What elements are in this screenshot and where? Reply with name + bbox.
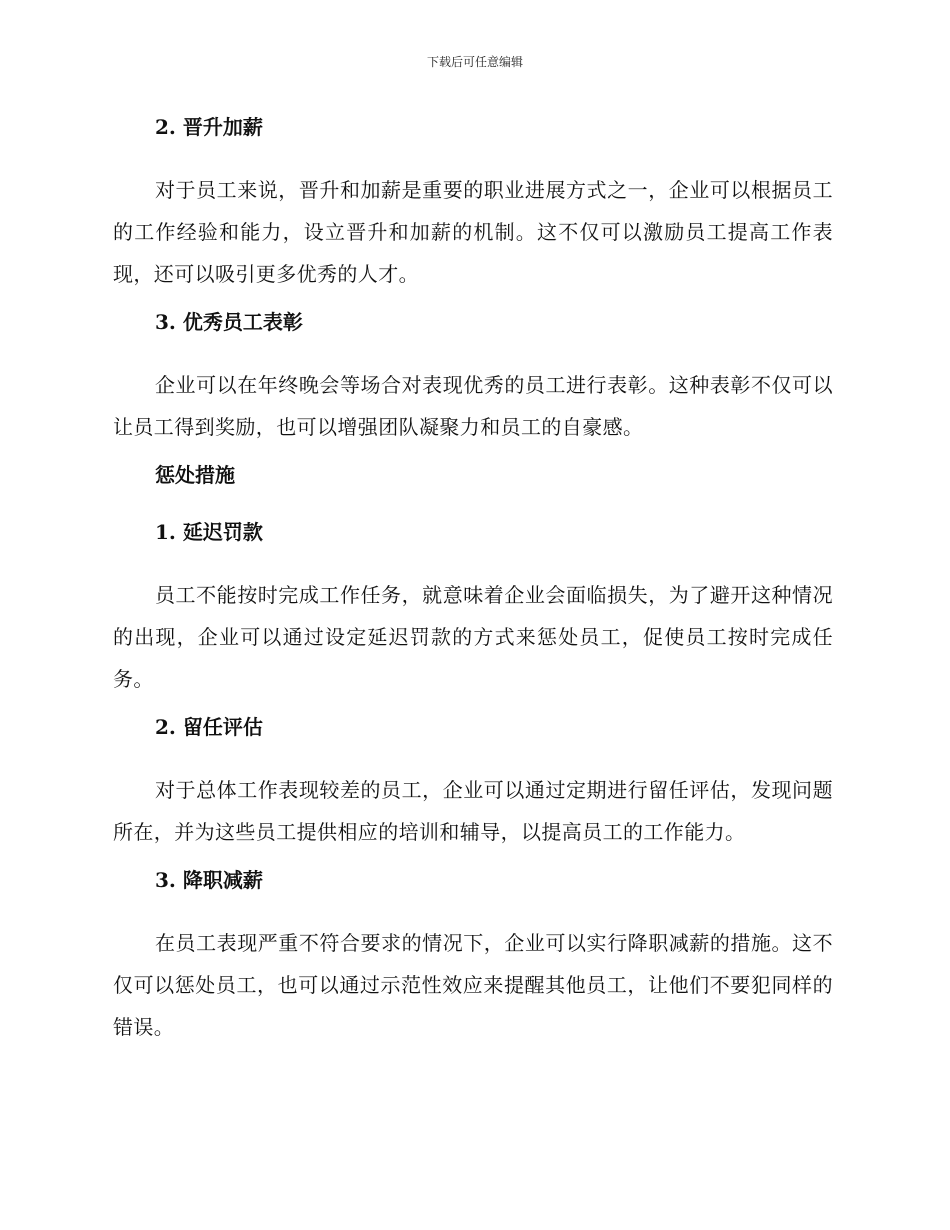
- section-paragraph: 对于员工来说，晋升和加薪是重要的职业进展方式之一，企业可以根据员工的工作经验和能力，设立晋升和加薪的机制。这不仅可以激励员工提高工作表现，还可以吸引更多优秀的人才。: [113, 178, 833, 286]
- document-body: [113, 112, 833, 1048]
- section-paragraph: 员工不能按时完成工作任务，就意味着企业会面临损失，为了避开这种情况的出现，企业可以通过设定延迟罚款的方式来惩处员工，促使员工按时完成任务。: [113, 583, 833, 691]
- section-heading: 2. 留任评估: [155, 715, 263, 739]
- section-retention-assessment: [113, 712, 833, 865]
- section-heading: 1. 延迟罚款: [155, 520, 263, 544]
- section-heading: 2. 晋升加薪: [155, 115, 263, 139]
- section-punishment-measures: [113, 460, 833, 517]
- section-heading: 惩处措施: [155, 463, 235, 487]
- section-paragraph: 企业可以在年终晚会等场合对表现优秀的员工进行表彰。这种表彰不仅可以让员工得到奖励，也可以增强团队凝聚力和员工的自豪感。: [113, 373, 833, 439]
- section-delay-fine: [113, 517, 833, 712]
- section-excellent-employee-award: [113, 307, 833, 460]
- section-heading: 3. 优秀员工表彰: [155, 310, 303, 334]
- page-header: 下载后可任意编辑: [426, 55, 523, 69]
- section-promotion-raise: [113, 112, 833, 307]
- section-heading: 3. 降职减薪: [155, 868, 263, 892]
- section-demotion-pay-cut: [113, 865, 833, 1048]
- section-paragraph: 在员工表现严重不符合要求的情况下，企业可以实行降职减薪的措施。这不仅可以惩处员工，也可以通过示范性效应来提醒其他员工，让他们不要犯同样的错误。: [113, 931, 833, 1039]
- section-paragraph: 对于总体工作表现较差的员工，企业可以通过定期进行留任评估，发现问题所在，并为这些员工提供相应的培训和辅导，以提高员工的工作能力。: [113, 778, 833, 844]
